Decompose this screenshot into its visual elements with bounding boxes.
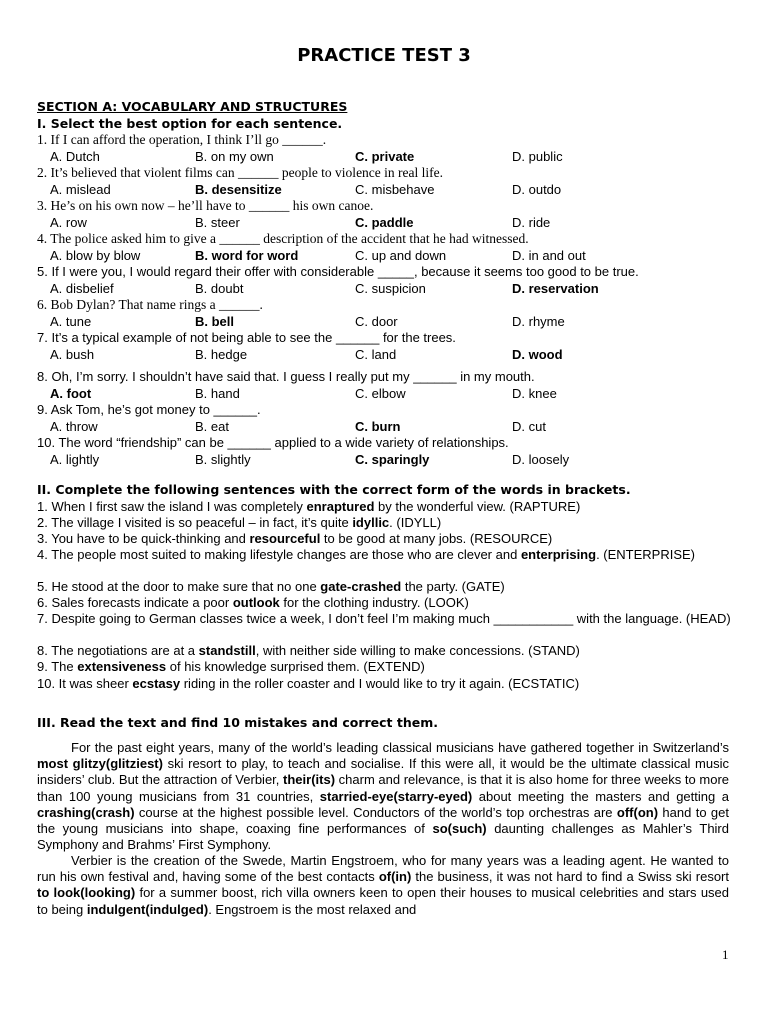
correct-option: A. foot bbox=[50, 386, 92, 401]
sentence-text: 7. Despite going to German classes twice a week, I don’t feel I’m making much ___________ with the language. (HEAD) bbox=[37, 611, 731, 626]
sentence-text: to be good at many jobs. (RESOURCE) bbox=[320, 531, 553, 546]
answer-word: gate-crashed bbox=[320, 579, 402, 594]
answer-options-row bbox=[50, 248, 730, 264]
answer-option: C. door bbox=[355, 314, 398, 329]
correct-option: D. reservation bbox=[512, 281, 599, 296]
correct-option: B. desensitize bbox=[195, 182, 282, 197]
word-form-item bbox=[37, 595, 737, 611]
answer-word: enraptured bbox=[306, 499, 375, 514]
sentence-text: 6. Sales forecasts indicate a poor bbox=[37, 595, 233, 610]
word-form-item bbox=[37, 531, 737, 547]
answer-option: D. in and out bbox=[512, 248, 586, 263]
answer-option: A. mislead bbox=[50, 182, 111, 197]
paragraph-text: for a summer boost, rich villa owners keen to open their houses to musical celebrities and stars used to being bbox=[37, 885, 730, 917]
sentence-text: 1. When I first saw the island I was completely bbox=[37, 499, 307, 514]
answer-options-row bbox=[50, 215, 730, 231]
answer-options-row bbox=[50, 386, 730, 402]
answer-option: B. eat bbox=[195, 419, 229, 434]
sentence-text: . (IDYLL) bbox=[389, 515, 442, 530]
answer-word: extensiveness bbox=[77, 659, 167, 674]
correct-option: B. bell bbox=[195, 314, 235, 329]
question-text: 10. The word “friendship” can be ______ applied to a wide variety of relationships. bbox=[37, 435, 509, 450]
answer-option: C. up and down bbox=[355, 248, 447, 263]
paragraph-text: charm and relevance, is that it is also home for three weeks to more than 100 young musicians from 31 countries, bbox=[37, 772, 729, 804]
answer-options-row bbox=[50, 419, 730, 435]
answer-option: C. land bbox=[355, 347, 397, 362]
paragraph-text: daunting challenges as Mahler’s Third Symphony and Brahms’ First Symphony. bbox=[37, 821, 729, 853]
sentence-text: 9. The bbox=[37, 659, 78, 674]
answer-option: C. suspicion bbox=[355, 281, 426, 296]
sentence-text: 2. The village I visited is so peaceful – in fact, it’s quite bbox=[37, 515, 353, 530]
answer-option: B. hedge bbox=[195, 347, 248, 362]
answer-option: A. bush bbox=[50, 347, 95, 362]
answer-options-row bbox=[50, 347, 730, 363]
answer-option: D. outdo bbox=[512, 182, 562, 197]
answer-option: B. doubt bbox=[195, 281, 244, 296]
sentence-text: 4. The people most suited to making lifestyle changes are those who are clever and bbox=[37, 547, 521, 562]
correct-option: C. paddle bbox=[355, 215, 414, 230]
page-title: PRACTICE TEST 3 bbox=[297, 45, 471, 66]
paragraph-text: . Engstroem is the most relaxed and bbox=[208, 901, 417, 917]
answer-option: D. rhyme bbox=[512, 314, 565, 329]
paragraph-text: about meeting the masters and getting a bbox=[472, 788, 729, 804]
answer-options-row bbox=[50, 281, 730, 297]
answer-word: resourceful bbox=[249, 531, 321, 546]
correct-option: C. private bbox=[355, 149, 415, 164]
answer-option: B. steer bbox=[195, 215, 240, 230]
page-number: 1 bbox=[722, 947, 729, 962]
answer-option: B. slightly bbox=[195, 452, 251, 467]
text-paragraph bbox=[37, 853, 729, 918]
sentence-text: of his knowledge surprised them. (EXTEND) bbox=[166, 659, 425, 674]
corrected-mistake: crashing(crash) bbox=[37, 804, 135, 820]
corrected-mistake: off(on) bbox=[616, 804, 659, 820]
question-text: 5. If I were you, I would regard their offer with considerable _____, because it seems too good to be true. bbox=[37, 264, 639, 279]
word-form-item bbox=[37, 515, 737, 531]
answer-options-row bbox=[50, 452, 730, 468]
answer-option: D. knee bbox=[512, 386, 557, 401]
answer-word: ecstasy bbox=[132, 676, 181, 691]
sentence-text: 10. It was sheer bbox=[37, 676, 133, 691]
word-form-item bbox=[37, 611, 737, 627]
corrected-mistake: indulgent(indulged) bbox=[86, 901, 209, 917]
correct-option: C. sparingly bbox=[355, 452, 430, 467]
paragraph-text: hand to get the young musicians into shape, coaxing fine performances of bbox=[37, 804, 729, 837]
answer-word: outlook bbox=[232, 595, 280, 610]
correct-option: B. word for word bbox=[195, 248, 299, 263]
corrected-mistake: their(its) bbox=[283, 772, 336, 788]
sentence-text: 3. You have to be quick-thinking and bbox=[37, 531, 250, 546]
part1-instruction: I. Select the best option for each sentence. bbox=[37, 116, 343, 131]
paragraph-text: Verbier is the creation of the Swede, Martin Engstroem, who for many years was a leading agent. He wanted to run his own festival and, having some of the best contacts bbox=[37, 853, 729, 885]
corrected-mistake: of(in) bbox=[378, 869, 412, 885]
answer-option: A. tune bbox=[50, 314, 92, 329]
answer-word: idyllic bbox=[352, 515, 390, 530]
sentence-text: riding in the roller coaster and I would like to try it again. (ECSTATIC) bbox=[180, 676, 580, 691]
section-a-heading: SECTION A: VOCABULARY AND STRUCTURES bbox=[37, 99, 348, 114]
corrected-mistake: to look(looking) bbox=[37, 885, 136, 901]
answer-option: A. disbelief bbox=[50, 281, 114, 296]
correct-option: D. wood bbox=[512, 347, 563, 362]
answer-option: C. misbehave bbox=[355, 182, 435, 197]
question-text: 3. He’s on his own now – he’ll have to ______ his own canoe. bbox=[37, 198, 374, 213]
corrected-mistake: starried-eye(starry-eyed) bbox=[319, 788, 473, 804]
question-text: 6. Bob Dylan? That name rings a ______. bbox=[37, 297, 263, 312]
paragraph-text: the business, it was not hard to find a Swiss ski resort bbox=[411, 869, 729, 885]
answer-options-row bbox=[50, 314, 730, 330]
answer-option: C. elbow bbox=[355, 386, 406, 401]
paragraph-text: For the past eight years, many of the world’s leading classical musicians have gathered together in Switzerland’s bbox=[71, 740, 729, 755]
answer-option: A. throw bbox=[50, 419, 98, 434]
word-form-item bbox=[37, 579, 737, 595]
paragraph-text: ski resort to play, to teach and socialise. If this were all, it would be the ultimate classical music insiders’ club. But the attraction of Verbier, bbox=[37, 756, 729, 788]
sentence-text: , with neither side willing to make concessions. (STAND) bbox=[255, 643, 580, 658]
answer-option: D. loosely bbox=[512, 452, 570, 467]
question-text: 2. It’s believed that violent films can ______ people to violence in real life. bbox=[37, 165, 444, 180]
question-text: 8. Oh, I’m sorry. I shouldn’t have said that. I guess I really put my ______ in my mouth. bbox=[37, 369, 535, 384]
correct-option: C. burn bbox=[355, 419, 401, 434]
corrected-mistake: most glitzy(glitziest) bbox=[37, 756, 163, 772]
word-form-item bbox=[37, 676, 737, 692]
sentence-text: for the clothing industry. (LOOK) bbox=[279, 595, 469, 610]
word-form-item bbox=[37, 643, 737, 659]
sentence-text: by the wonderful view. (RAPTURE) bbox=[374, 499, 581, 514]
answer-option: A. row bbox=[50, 215, 87, 230]
answer-option: A. lightly bbox=[50, 452, 100, 467]
part3-instruction: III. Read the text and find 10 mistakes and correct them. bbox=[37, 715, 438, 730]
answer-options-row bbox=[50, 182, 730, 198]
question-text: 1. If I can afford the operation, I think I’ll go ______. bbox=[37, 132, 327, 147]
answer-option: B. on my own bbox=[195, 149, 274, 164]
answer-option: D. cut bbox=[512, 419, 546, 434]
part2-instruction: II. Complete the following sentences with the correct form of the words in brackets. bbox=[37, 482, 631, 497]
answer-option: B. hand bbox=[195, 386, 240, 401]
question-text: 7. It’s a typical example of not being able to see the ______ for the trees. bbox=[37, 330, 456, 345]
answer-option: A. Dutch bbox=[50, 149, 100, 164]
answer-option: D. public bbox=[512, 149, 563, 164]
sentence-text: the party. (GATE) bbox=[401, 579, 505, 594]
question-text: 9. Ask Tom, he’s got money to ______. bbox=[37, 402, 261, 417]
sentence-text: . (ENTERPRISE) bbox=[596, 547, 696, 562]
sentence-text: 8. The negotiations are at a bbox=[37, 643, 199, 658]
sentence-text: 5. He stood at the door to make sure that no one bbox=[37, 579, 321, 594]
text-paragraph bbox=[37, 740, 729, 853]
word-form-item bbox=[37, 547, 737, 563]
word-form-item bbox=[37, 499, 737, 515]
corrected-mistake: so(such) bbox=[432, 821, 487, 837]
answer-options-row bbox=[50, 149, 730, 165]
paragraph-text: course at the highest possible level. Conductors of the world’s top orchestras are bbox=[134, 804, 617, 820]
answer-word: standstill bbox=[198, 643, 256, 658]
question-text: 4. The police asked him to give a ______ description of the accident that he had witnessed. bbox=[37, 231, 529, 246]
word-form-item bbox=[37, 659, 737, 675]
answer-word: enterprising bbox=[520, 547, 597, 562]
answer-option: D. ride bbox=[512, 215, 551, 230]
answer-option: A. blow by blow bbox=[50, 248, 141, 263]
